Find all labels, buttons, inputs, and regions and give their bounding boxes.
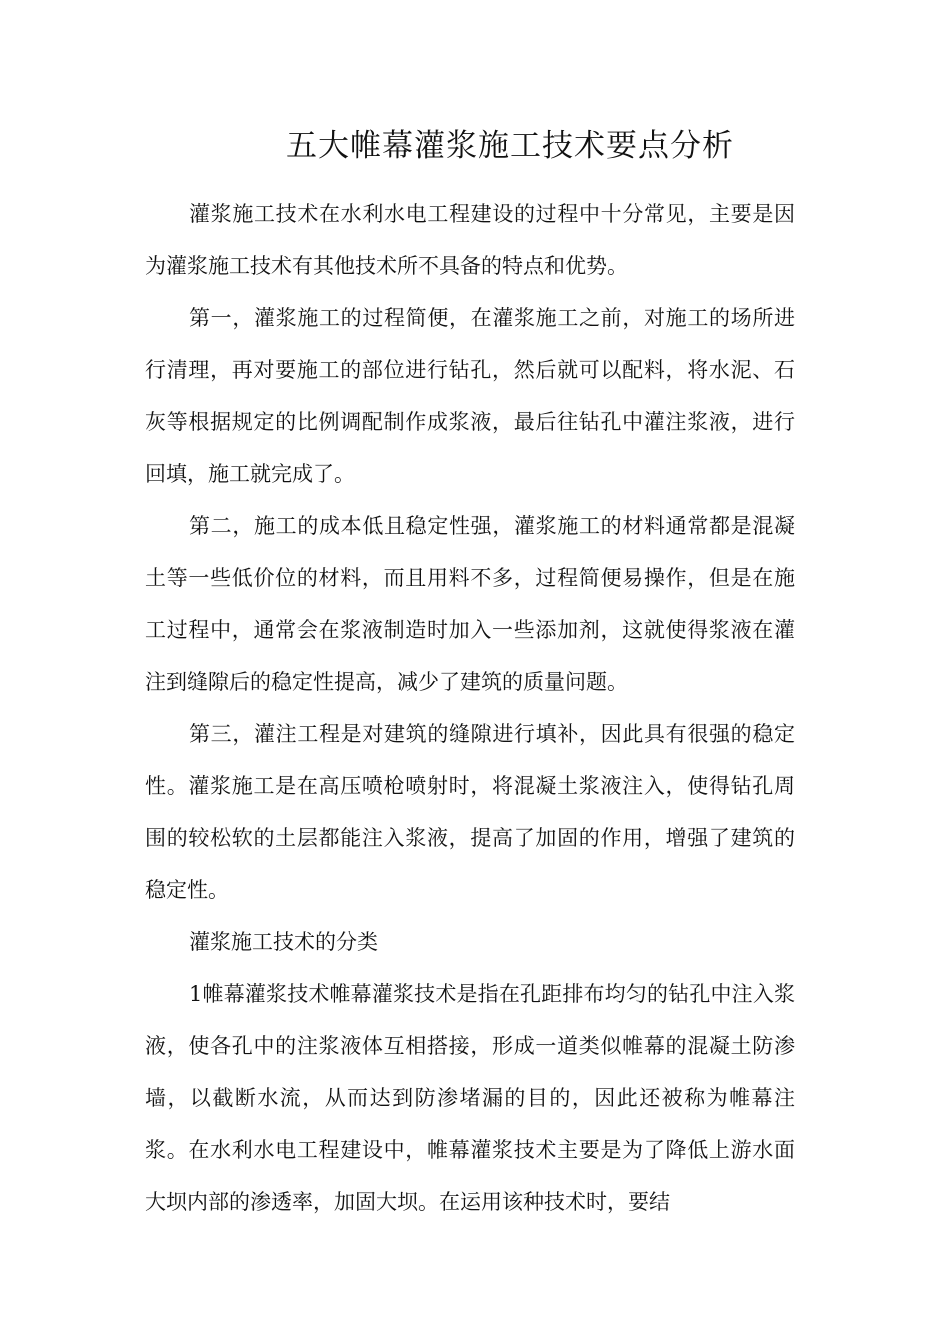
section-heading-classification: 灌浆施工技术的分类	[189, 930, 378, 954]
document-title: 五大帷幕灌浆施工技术要点分析	[286, 128, 734, 164]
paragraph-intro: 灌浆施工技术在水利水电工程建设的过程中十分常见，主要是因为灌浆施工技术有其他技术所不具备的特点和优势。	[145, 202, 795, 278]
paragraph-second-point: 第二，施工的成本低且稳定性强，灌浆施工的材料通常都是混凝土等一些低价位的材料，而且用料不多，过程简便易操作，但是在施工过程中，通常会在浆液制造时加入一些添加剂，这就使得浆液在灌注到缝隙后的稳定性提高，减少了建筑的质量问题。	[145, 514, 795, 694]
paragraph-first-point: 第一，灌浆施工的过程简便，在灌浆施工之前，对施工的场所进行清理，再对要施工的部位进行钻孔，然后就可以配料，将水泥、石灰等根据规定的比例调配制作成浆液，最后往钻孔中灌注浆液，进行回填，施工就完成了。	[145, 306, 795, 486]
document-body	[145, 188, 795, 1228]
paragraph-curtain-grouting: 1帷幕灌浆技术帷幕灌浆技术是指在孔距排布均匀的钻孔中注入浆液，使各孔中的注浆液体互相搭接，形成一道类似帷幕的混凝土防渗墙，以截断水流，从而达到防渗堵漏的目的，因此还被称为帷幕注浆。在水利水电工程建设中，帷幕灌浆技术主要是为了降低上游水面大坝内部的渗透率，加固大坝。在运用该种技术时，要结	[145, 982, 795, 1214]
paragraph-third-point: 第三，灌注工程是对建筑的缝隙进行填补，因此具有很强的稳定性。灌浆施工是在高压喷枪喷射时，将混凝土浆液注入，使得钻孔周围的较松软的土层都能注入浆液，提高了加固的作用，增强了建筑的稳定性。	[145, 722, 795, 902]
